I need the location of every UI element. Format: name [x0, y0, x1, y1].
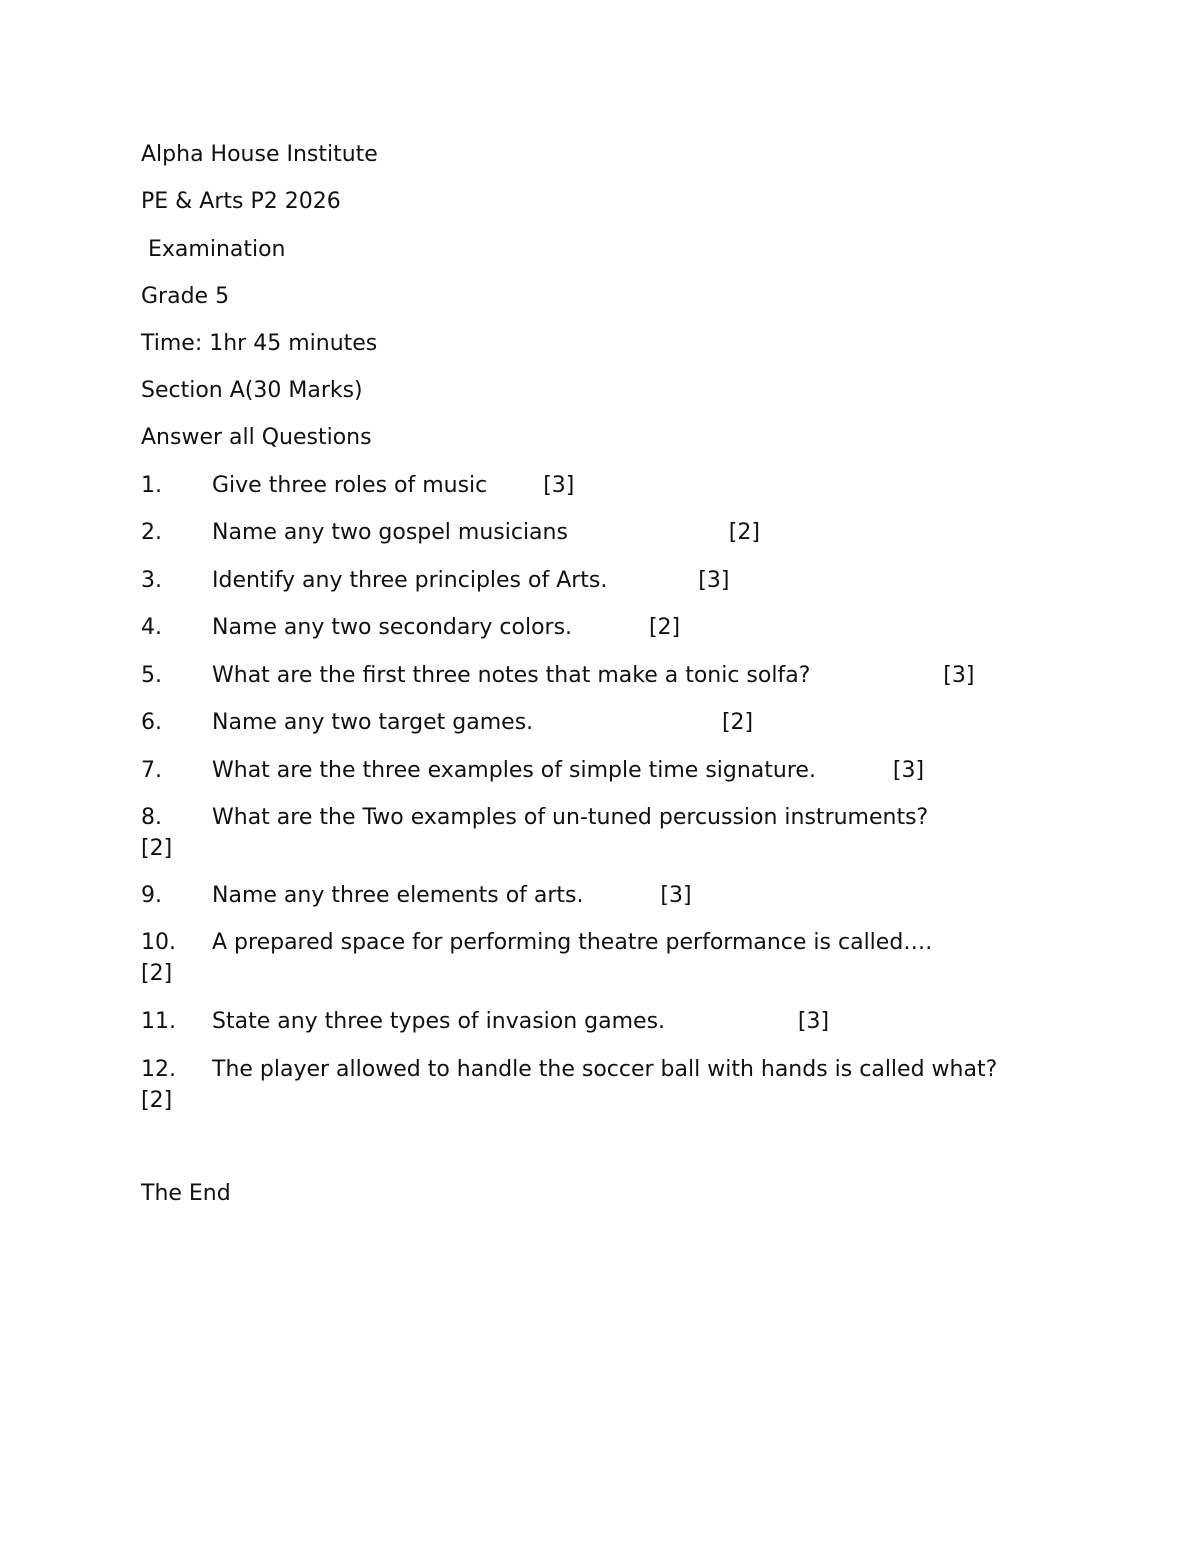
question-11	[141, 1006, 1081, 1037]
question-number: 12.	[141, 1057, 176, 1082]
question-number: 11.	[141, 1009, 176, 1034]
question-12	[141, 1054, 1081, 1116]
question-number: 1.	[141, 473, 162, 498]
question-text: What are the first three notes that make a tonic solfa? [3]	[212, 663, 975, 688]
end-label: The End	[141, 1181, 231, 1206]
question-text: Name any two secondary colors. [2]	[212, 615, 681, 640]
question-number: 4.	[141, 615, 162, 640]
question-marks: [2]	[141, 836, 173, 861]
question-1	[141, 470, 1081, 501]
question-text: Identify any three principles of Arts. [3]	[212, 568, 730, 593]
question-7	[141, 755, 1081, 786]
question-text: Name any two gospel musicians [2]	[212, 520, 760, 545]
question-number: 6.	[141, 710, 162, 735]
question-9	[141, 880, 1081, 911]
question-marks: [2]	[141, 1088, 173, 1113]
grade-label: Grade 5	[141, 284, 230, 309]
question-6	[141, 707, 1081, 738]
question-3	[141, 565, 1081, 596]
question-number: 10.	[141, 930, 176, 955]
question-text: The player allowed to handle the soccer ball with hands is called what?	[212, 1057, 998, 1082]
question-8	[141, 802, 1081, 864]
question-text: A prepared space for performing theatre performance is called….	[212, 930, 933, 955]
question-text: State any three types of invasion games. [3]	[212, 1009, 830, 1034]
question-number: 5.	[141, 663, 162, 688]
section-label: Section A(30 Marks)	[141, 378, 363, 403]
question-text: What are the Two examples of un-tuned percussion instruments?	[212, 805, 929, 830]
paper-title: PE & Arts P2 2026	[141, 189, 341, 214]
instruction-label: Answer all Questions	[141, 425, 372, 450]
question-2	[141, 517, 1081, 548]
question-text: Give three roles of music [3]	[212, 473, 575, 498]
question-number: 8.	[141, 805, 162, 830]
question-5	[141, 660, 1081, 691]
question-4	[141, 612, 1081, 643]
question-text: Name any two target games. [2]	[212, 710, 754, 735]
question-number: 3.	[141, 568, 162, 593]
school-name: Alpha House Institute	[141, 142, 378, 167]
exam-label: Examination	[141, 237, 286, 262]
question-text: What are the three examples of simple time signature. [3]	[212, 758, 925, 783]
question-number: 9.	[141, 883, 162, 908]
question-number: 2.	[141, 520, 162, 545]
time-label: Time: 1hr 45 minutes	[141, 331, 378, 356]
question-text: Name any three elements of arts. [3]	[212, 883, 692, 908]
question-10	[141, 927, 1081, 989]
question-number: 7.	[141, 758, 162, 783]
question-marks: [2]	[141, 961, 173, 986]
